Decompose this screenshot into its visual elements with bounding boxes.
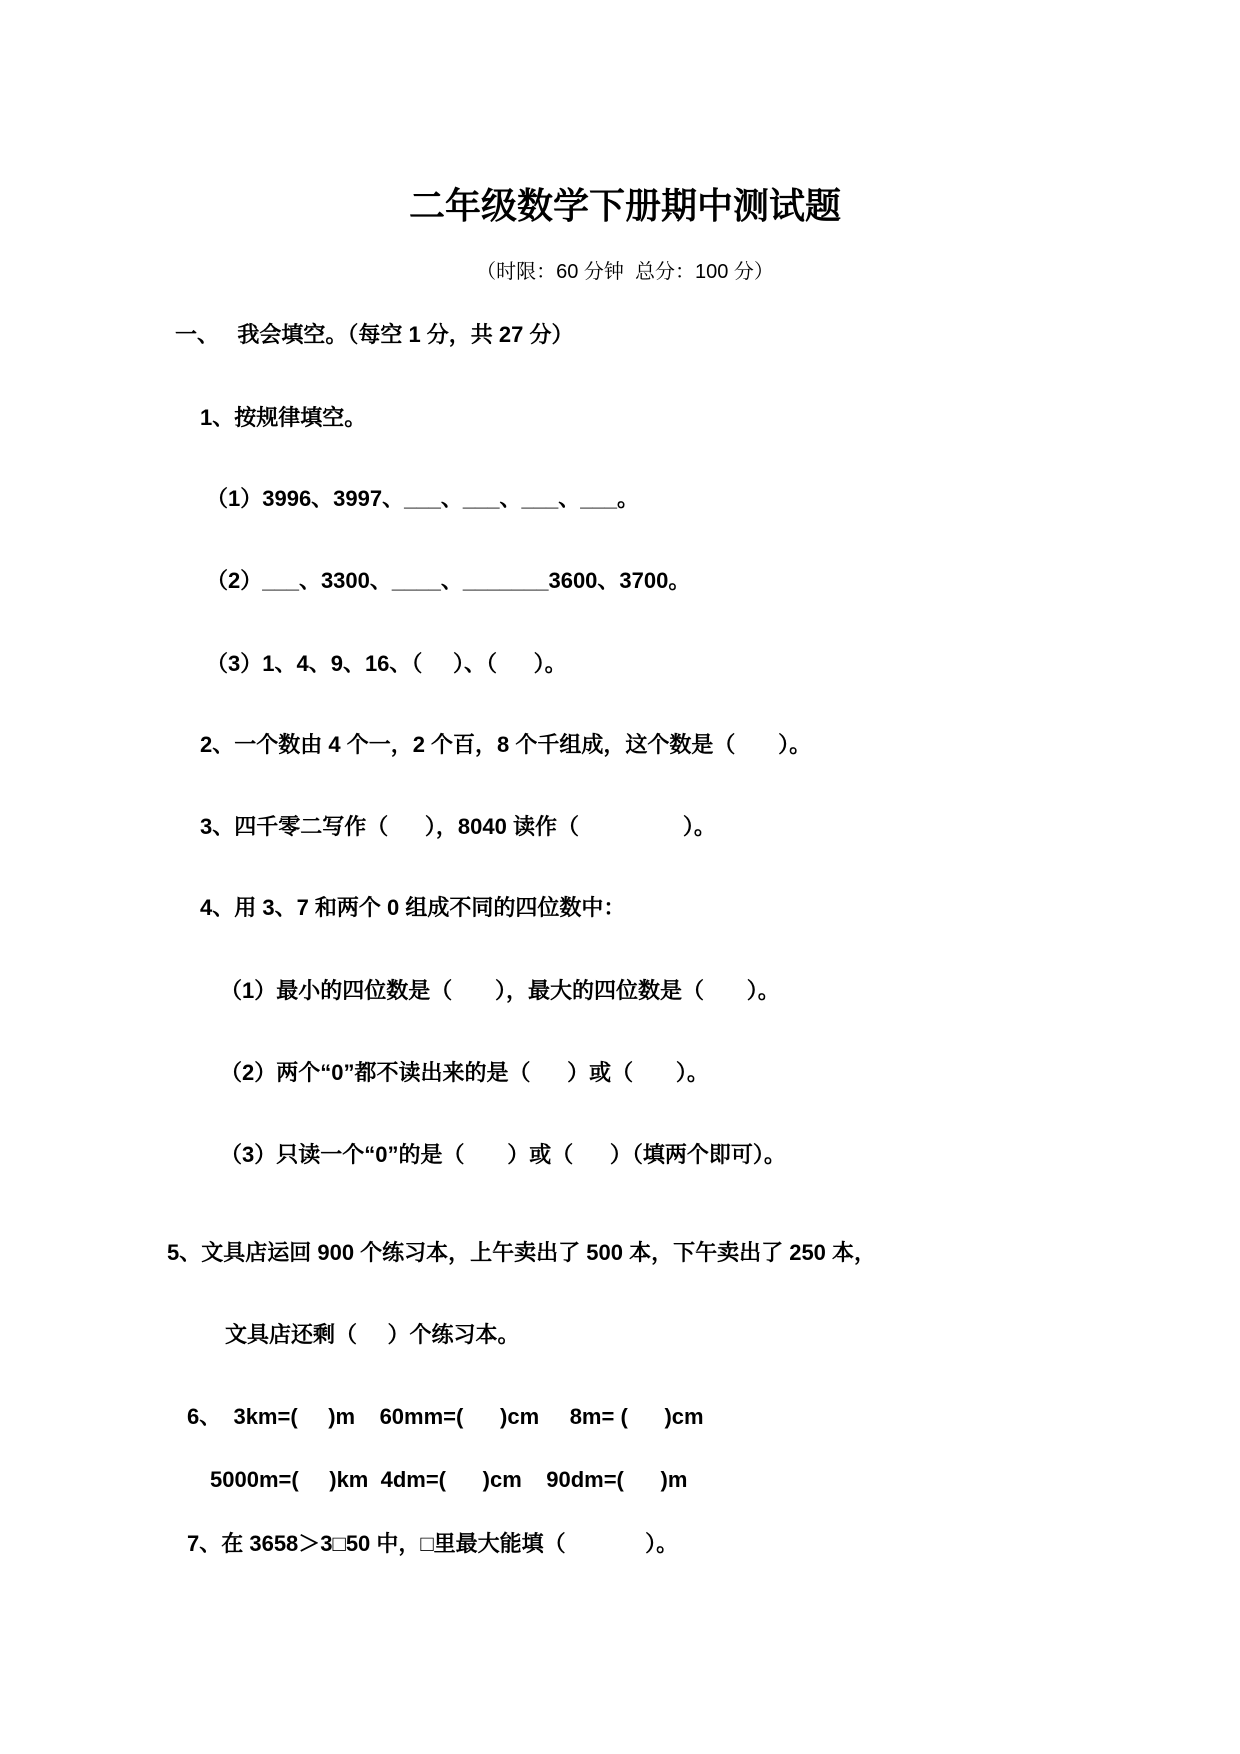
question-1-3: （3）1、4、9、16、（ ）、（ ）。 <box>206 651 567 676</box>
question-4-1: （1）最小的四位数是（ ），最大的四位数是（ ）。 <box>220 978 780 1003</box>
question-1-2: （2）___、3300、____、_______3600、3700。 <box>206 568 691 593</box>
question-2: 2、一个数由 4 个一，2 个百，8 个千组成，这个数是（ ）。 <box>200 732 812 757</box>
page-title: 二年级数学下册期中测试题 <box>408 185 841 226</box>
question-1: 1、按规律填空。 <box>200 405 367 430</box>
question-1-1: （1）3996、3997、___、___、___、___。 <box>206 486 639 511</box>
question-7: 7、在 3658＞3□50 中，□里最大能填（ ）。 <box>187 1531 679 1556</box>
question-4-2: （2）两个“0”都不读出来的是（ ）或（ ）。 <box>220 1060 709 1085</box>
question-6-line-1: 6、 3km=( )m 60mm=( )cm 8m= ( )cm <box>187 1404 704 1429</box>
question-3: 3、四千零二写作（ ），8040 读作（ ）。 <box>200 814 716 839</box>
question-5: 5、文具店运回 900 个练习本，上午卖出了 500 本，下午卖出了 250 本， <box>167 1240 877 1265</box>
question-5-continued: 文具店还剩（ ）个练习本。 <box>225 1322 520 1347</box>
section-heading: 一、 我会填空。（每空 1 分，共 27 分） <box>175 322 574 347</box>
question-6-line-2: 5000m=( )km 4dm=( )cm 90dm=( )m <box>210 1467 688 1492</box>
question-4: 4、用 3、7 和两个 0 组成不同的四位数中： <box>200 895 626 920</box>
question-4-3: （3）只读一个“0”的是（ ）或（ ）（填两个即可）。 <box>220 1142 786 1167</box>
subtitle: （时限：60 分钟 总分：100 分） <box>476 261 774 283</box>
